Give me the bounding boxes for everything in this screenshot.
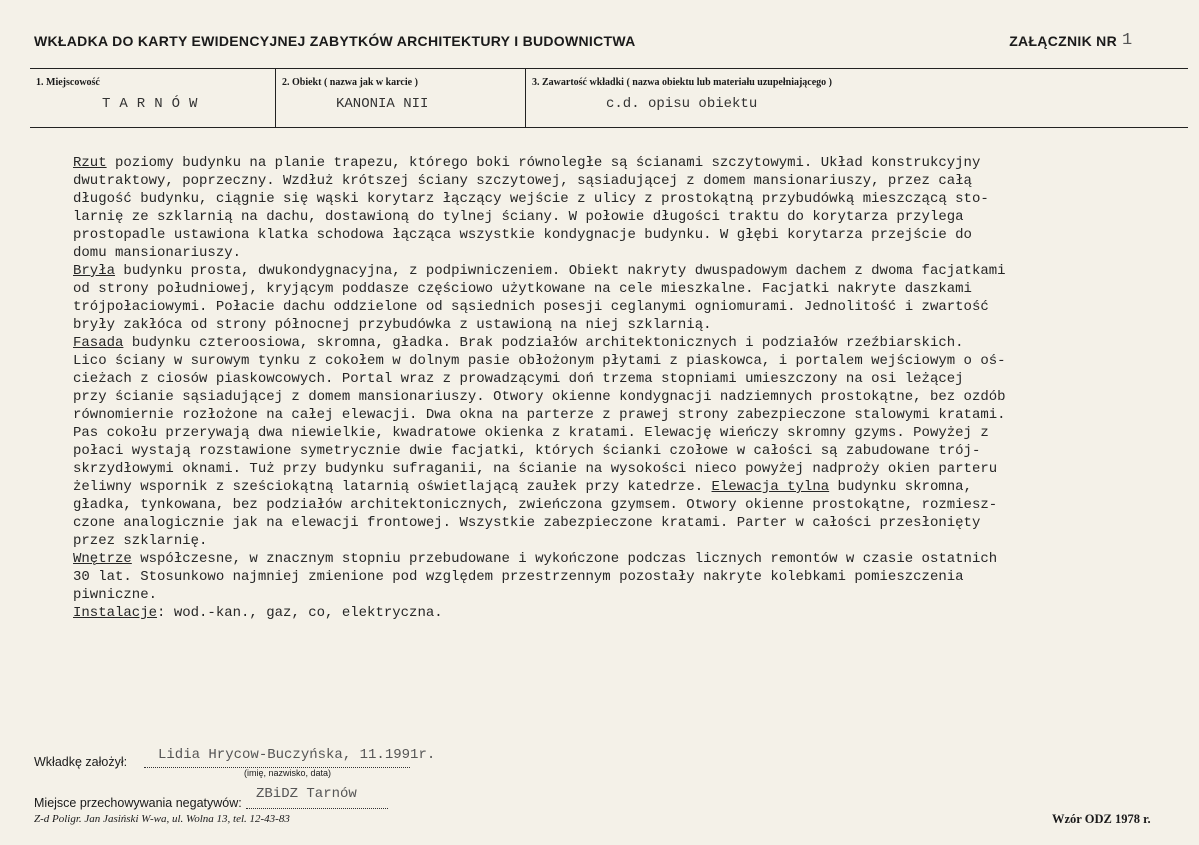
negatives-value: ZBiDZ Tarnów <box>256 786 357 802</box>
description-body <box>73 154 1173 622</box>
text-line: trójpołaciowymi. Połacie dachu oddzielone od sąsiednich posesji ceglanymi ogniomurami. Jednolitość i zwartość <box>73 299 989 315</box>
text-line: piwniczne. <box>73 587 158 603</box>
text-line: gładka, tynkowana, bez podziałów architektonicznych, zwieńczona gzymsem. Otwory okienne prostokątne, rozmiesz- <box>73 497 998 513</box>
founder-label: Wkładkę założył: <box>34 755 128 769</box>
text-line: połaci wystają rozstawione symetrycznie dwie facjatki, których ścianki czołowe w całości są zabudowane trój- <box>73 443 981 459</box>
text-line: Pas cokołu przerywają dwa niewielkie, kwadratowe okienka z kratami. Elewację wieńczy skromny gzyms. Powyżej z <box>73 425 989 441</box>
section-heading-fasada: Fasada <box>73 335 124 351</box>
negatives-dotted-line <box>246 808 388 809</box>
locality-cell <box>30 69 275 127</box>
text-line: skrzydłowymi oknami. Tuż przy budynku sufraganii, na ścianie na wysokości nieco powyżej nadproży okien parteru <box>73 461 998 477</box>
text-line: przez szklarnię. <box>73 533 208 549</box>
content-cell <box>525 69 1188 127</box>
text-line: Bryła budynku prosta, dwukondygnacyjna, z podpiwniczeniem. Obiekt nakryty dwuspadowym dachem z dwoma facjatkami <box>73 263 1006 279</box>
text-line: Rzut poziomy budynku na planie trapezu, którego boki równoległe są ścianami szczytowymi. Układ konstrukcyjny <box>73 155 981 171</box>
locality-value: TARNÓW <box>102 96 207 112</box>
section-heading-rzut: Rzut <box>73 155 107 171</box>
attachment-number: 1 <box>1122 31 1133 50</box>
section-heading-bryla: Bryła <box>73 263 116 279</box>
printer-imprint: Z-d Poligr. Jan Jasiński W-wa, ul. Wolna 13, tel. 12-43-83 <box>34 813 290 825</box>
text-line: Wnętrze współczesne, w znacznym stopniu przebudowane i wykończone podczas licznych remontów w czasie ostatnich <box>73 551 998 567</box>
text-line: Lico ściany w surowym tynku z cokołem w dolnym pasie obłożonym płytami z piaskowca, i portalem wejściowym o oś- <box>73 353 1006 369</box>
form-title: WKŁADKA DO KARTY EWIDENCYJNEJ ZABYTKÓW ARCHITEKTURY I BUDOWNICTWA <box>34 33 636 49</box>
text-line: Instalacje: wod.-kan., gaz, co, elektryczna. <box>73 605 443 621</box>
attachment-label: ZAŁĄCZNIK NR <box>1009 33 1117 49</box>
content-value: c.d. opisu obiektu <box>606 96 758 112</box>
text-line: prostopadle ustawiona klatka schodowa łącząca wszystkie kondygnacje budynku. W głębi korytarza przejście do <box>73 227 972 243</box>
text-line: Fasada budynku czteroosiowa, skromna, gładka. Brak podziałów architektonicznych i podziałów rzeźbiarskich. <box>73 335 964 351</box>
text-line: przy ścianie sąsiadującej z domem mansionariuszy. Otwory okienne kondygnacji nadziemnych prostokątne, bez ozdób <box>73 389 1006 405</box>
text-line: cieżach z ciosów piaskowcowych. Portal wraz z prowadzącymi doń trzema stopniami umieszczony na osi leżącej <box>73 371 964 387</box>
object-cell <box>275 69 525 127</box>
content-label: 3. Zawartość wkładki ( nazwa obiektu lub materiału uzupełniającego ) <box>532 77 833 88</box>
section-heading-wnetrze: Wnętrze <box>73 551 132 567</box>
section-heading-instalacje: Instalacje <box>73 605 158 621</box>
text-line: dwutraktowy, poprzeczny. Wzdłuż krótszej ściany szczytowej, sąsiadującej z domem mansionariuszy, przez całą <box>73 173 972 189</box>
section-heading-elewacja-tylna: Elewacja tylna <box>711 479 830 495</box>
text-line: od strony południowej, kryjącym poddasze częściowo użytkowane na cele mieszkalne. Facjatki nakryte daszkami <box>73 281 972 297</box>
text-line: 30 lat. Stosunkowo najmniej zmienione pod względem przestrzennym pozostały nakryte kolebkami pomieszczenia <box>73 569 964 585</box>
negatives-label: Miejsce przechowywania negatywów: <box>34 796 242 810</box>
founder-value: Lidia Hrycow-Buczyńska, 11.1991r. <box>158 747 436 763</box>
text-line: równomiernie rozłożone na całej elewacji. Dwa okna na parterze z prawej strony zabezpieczone stalowymi kratami. <box>73 407 1006 423</box>
text-line: larnię ze szklarnią na dachu, dostawioną do tylnej ściany. W połowie długości traktu do korytarza przylega <box>73 209 964 225</box>
locality-label: 1. Miejscowość <box>36 77 100 88</box>
object-label: 2. Obiekt ( nazwa jak w karcie ) <box>282 77 418 88</box>
text-line: domu mansionariuszy. <box>73 245 242 261</box>
object-value: KANONIA NII <box>336 96 429 112</box>
text-line: długość budynku, ciągnie się wąski korytarz łączący wejście z ulicy z prostokątną przybudówką mieszczącą sto- <box>73 191 989 207</box>
text-line: czone analogicznie jak na elewacji frontowej. Wszystkie zabezpieczone kratami. Parter w całości przesłonięty <box>73 515 981 531</box>
form-model: Wzór ODZ 1978 r. <box>1052 812 1151 826</box>
text-line: żeliwny wspornik z sześciokątną latarnią oświetlającą zaułek przy katedrze. Elewacja tylna budynku skromna, <box>73 479 972 495</box>
field-table <box>30 68 1188 128</box>
text-line: bryły zakłóca od strony północnej przybudówka z ustawioną na niej szklarnią. <box>73 317 712 333</box>
founder-caption: (imię, nazwisko, data) <box>244 768 332 778</box>
